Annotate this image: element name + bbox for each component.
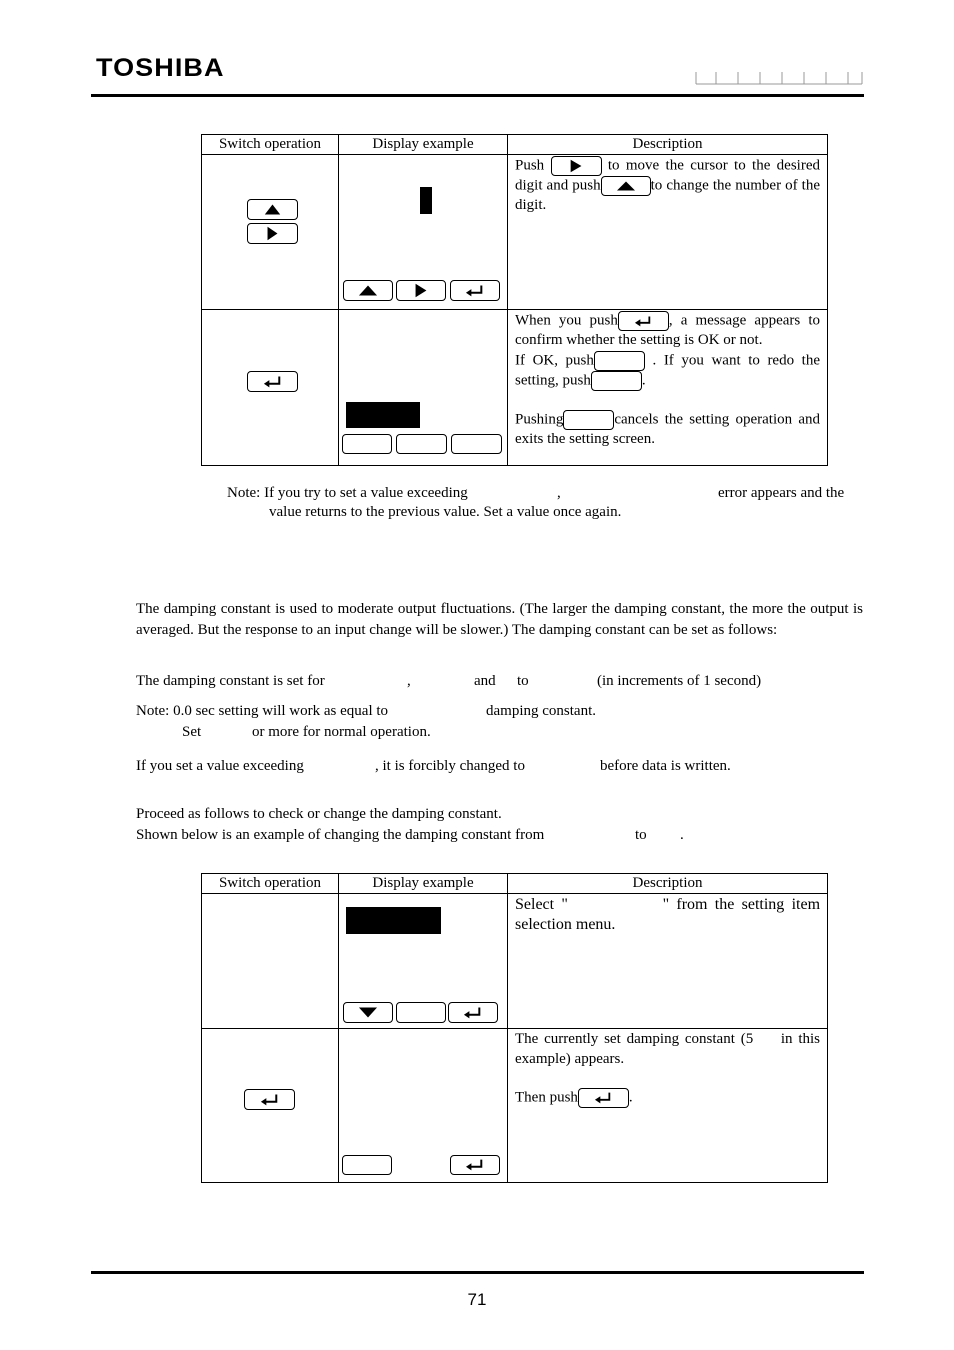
up-arrow-icon — [602, 177, 650, 195]
softkey-left[interactable] — [342, 434, 392, 454]
highlighted-selection — [346, 907, 441, 934]
header-rule — [91, 94, 864, 97]
description-cell: Select " " from the setting item selection menu. — [515, 896, 821, 933]
enter-icon — [451, 1156, 499, 1174]
description-cell: The currently set damping constant (5 in this example) appears. Then push . — [508, 1029, 827, 1108]
note-1-line1-c: error appears and the — [718, 485, 845, 501]
right-arrow-icon — [248, 224, 297, 243]
column-header-description: Description — [508, 874, 828, 894]
setting-range-e: (in increments of 1 second) — [597, 673, 762, 689]
right-arrow-icon — [397, 281, 445, 300]
enter-key[interactable] — [448, 1002, 498, 1023]
enter-icon — [579, 1089, 628, 1107]
cancel-softkey[interactable] — [563, 410, 614, 430]
operation-table-2 — [201, 873, 828, 1183]
note-2-a: Note: 0.0 sec setting will work as equal to — [136, 703, 389, 719]
softkey-middle[interactable] — [396, 1002, 446, 1023]
footer-rule — [91, 1271, 864, 1274]
column-header-display: Display example — [339, 135, 508, 155]
up-key[interactable] — [343, 280, 393, 301]
column-header-description: Description — [508, 135, 828, 155]
enter-icon — [451, 281, 499, 300]
setting-range-c: and — [474, 673, 496, 689]
enter-icon — [449, 1003, 497, 1022]
setting-range-b: , — [407, 673, 411, 689]
setting-range-d: to — [517, 673, 529, 689]
enter-icon — [248, 372, 297, 391]
display-cell — [339, 155, 507, 309]
note-1-line1-b: , — [557, 485, 561, 501]
column-header-switch: Switch operation — [202, 135, 339, 155]
note-2-c: Set — [182, 724, 202, 740]
procedure-intro: Proceed as follows to check or change the damping constant. — [136, 806, 502, 822]
down-key[interactable] — [343, 1002, 393, 1023]
right-key[interactable] — [551, 156, 602, 176]
display-cell — [339, 310, 507, 465]
right-arrow-icon — [552, 157, 601, 175]
enter-key[interactable] — [244, 1089, 295, 1110]
column-header-display: Display example — [339, 874, 508, 894]
softkey-middle[interactable] — [396, 434, 447, 454]
enter-key[interactable] — [450, 1155, 500, 1175]
softkey-left[interactable] — [342, 1155, 392, 1175]
note-1-line1-a: Note: If you try to set a value exceeding — [227, 485, 468, 501]
up-key[interactable] — [601, 176, 651, 196]
up-key[interactable] — [247, 199, 298, 220]
redo-softkey[interactable] — [591, 371, 642, 391]
column-header-switch: Switch operation — [202, 874, 339, 894]
operation-table-1 — [201, 134, 828, 466]
enter-key[interactable] — [618, 311, 669, 331]
enter-key[interactable] — [450, 280, 500, 301]
cursor-block — [420, 187, 432, 214]
up-arrow-icon — [344, 281, 392, 300]
toshiba-logo: TOSHIBA — [96, 54, 225, 82]
enter-key[interactable] — [578, 1088, 629, 1108]
highlighted-selection — [346, 402, 420, 428]
description-cell: Push to move the cursor to the desired digit and push to change the number of the digit. — [515, 157, 821, 213]
exceed-a: If you set a value exceeding — [136, 758, 304, 774]
ok-softkey[interactable] — [594, 351, 645, 371]
intro-paragraph: The damping constant is used to moderate output fluctuations. (The larger the damping constant, the more the output is averaged. But the response to an input change will be slower.) The damping constant can be set as follows: — [136, 601, 863, 638]
right-key[interactable] — [247, 223, 298, 244]
note-1-line2: value returns to the previous value. Set a value once again. — [269, 504, 622, 520]
down-arrow-icon — [344, 1003, 392, 1022]
switch-cell — [202, 310, 338, 465]
switch-cell — [202, 894, 338, 1028]
example-a: Shown below is an example of changing the damping constant from — [136, 827, 545, 843]
setting-range-a: The damping constant is set for — [136, 673, 325, 689]
right-key[interactable] — [396, 280, 446, 301]
softkey-right[interactable] — [451, 434, 502, 454]
page-number: 71 — [467, 1290, 487, 1309]
note-2-d: or more for normal operation. — [252, 724, 431, 740]
display-cell — [339, 1029, 507, 1182]
switch-cell — [202, 1029, 338, 1182]
display-cell — [339, 894, 507, 1028]
switch-cell — [202, 155, 338, 309]
enter-icon — [619, 312, 668, 330]
example-c: . — [680, 827, 684, 843]
up-arrow-icon — [248, 200, 297, 219]
enter-key[interactable] — [247, 371, 298, 392]
note-2-b: damping constant. — [486, 703, 596, 719]
enter-icon — [245, 1090, 294, 1109]
document-number-box — [694, 68, 864, 86]
example-b: to — [635, 827, 647, 843]
description-cell: When you push , a message appears to confirm whether the setting is OK or not. If OK, push . If you want to redo the setting, push . Pushing cancels the setting operation and exits the setting screen. — [515, 312, 820, 447]
exceed-b: , it is forcibly changed to — [375, 758, 525, 774]
exceed-c: before data is written. — [600, 758, 731, 774]
